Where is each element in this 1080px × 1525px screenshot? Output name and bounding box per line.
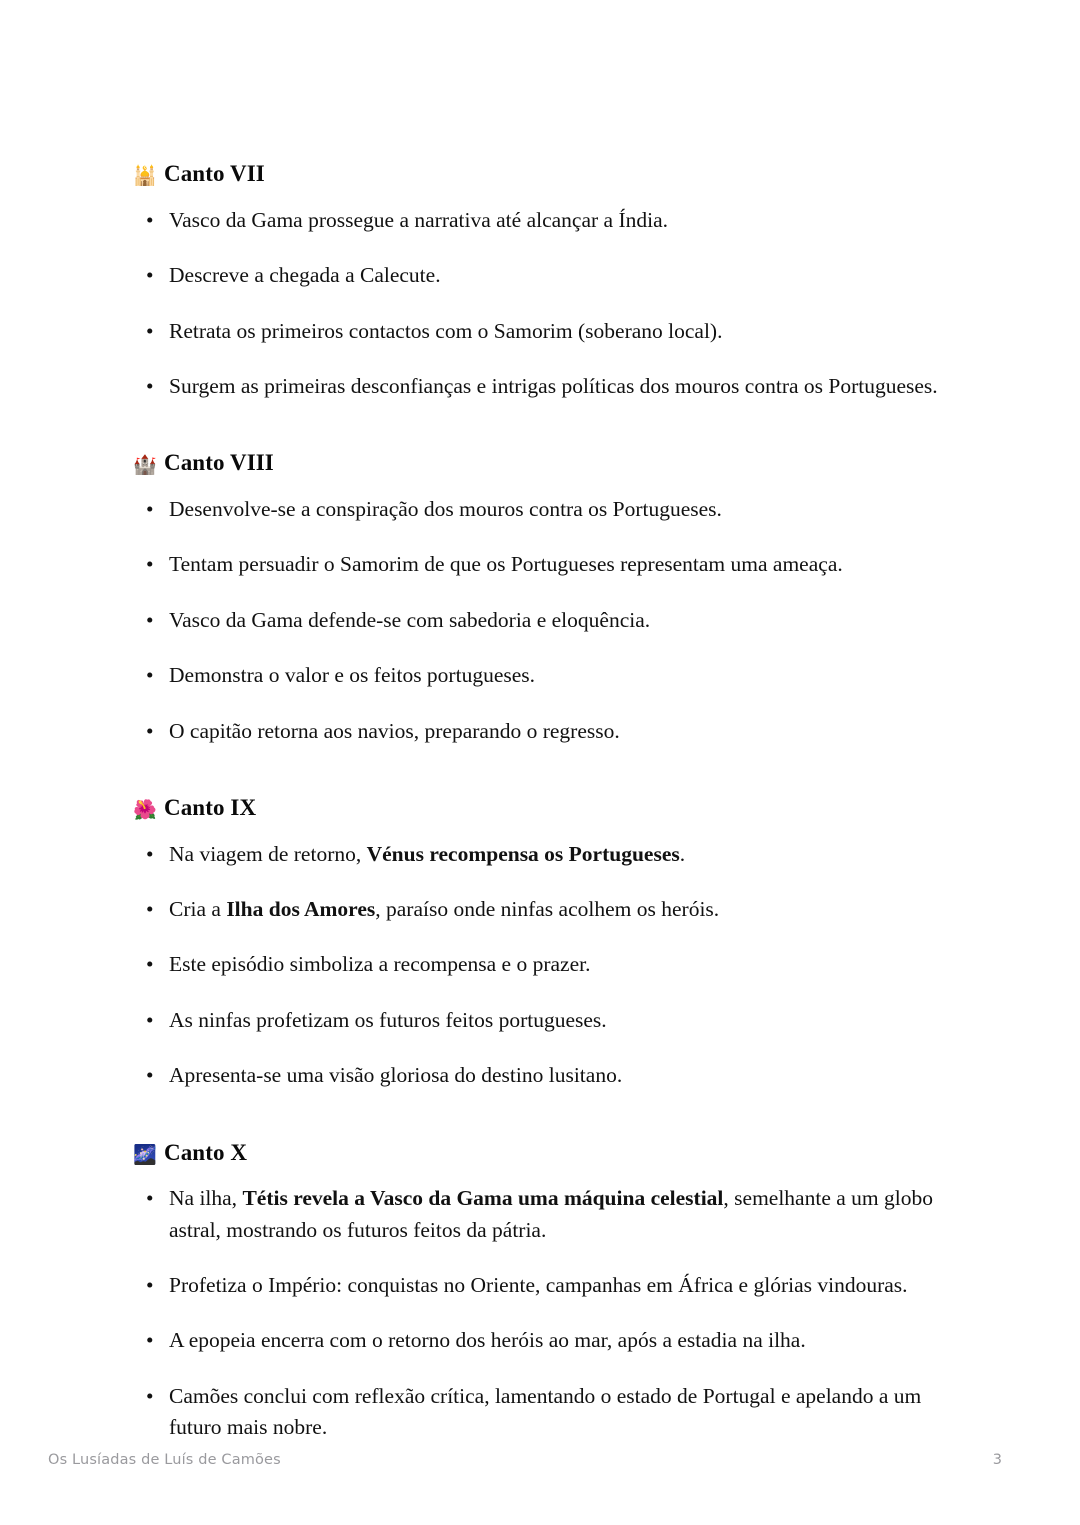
bullet-list bbox=[133, 494, 948, 747]
footer-page-number: 3 bbox=[992, 1452, 1002, 1468]
section-heading bbox=[133, 160, 948, 189]
list-item-text: Este episódio simboliza a recompensa e o prazer. bbox=[169, 952, 591, 977]
bullet-marker-icon: • bbox=[146, 718, 154, 743]
section-canto-x bbox=[133, 1139, 948, 1444]
bullet-marker-icon: • bbox=[146, 841, 154, 866]
list-item bbox=[133, 1060, 948, 1091]
castle-icon: 🏰 bbox=[133, 454, 157, 477]
section-canto-vii bbox=[133, 160, 948, 402]
list-item-text: Descreve a chegada a Calecute. bbox=[169, 263, 441, 288]
list-item bbox=[133, 1005, 948, 1036]
bullet-marker-icon: • bbox=[146, 263, 154, 288]
bullet-marker-icon: • bbox=[146, 1007, 154, 1032]
list-item bbox=[133, 549, 948, 580]
list-item-text: , paraíso onde ninfas acolhem os heróis. bbox=[375, 897, 720, 921]
list-item-text: Apresenta-se uma visão gloriosa do destino lusitano. bbox=[169, 1063, 623, 1088]
list-item-text: Cria a bbox=[169, 897, 227, 921]
mosque-icon: 🕌 bbox=[133, 165, 157, 187]
list-item bbox=[133, 1381, 948, 1444]
bullet-marker-icon: • bbox=[146, 318, 154, 343]
list-item-text: Tentam persuadir o Samorim de que os Portugueses representam uma ameaça. bbox=[169, 552, 843, 577]
list-item bbox=[133, 494, 948, 525]
list-item-text: Retrata os primeiros contactos com o Samorim (soberano local). bbox=[169, 318, 723, 343]
list-item bbox=[133, 1325, 948, 1356]
list-item bbox=[133, 949, 948, 980]
list-item bbox=[133, 605, 948, 636]
bullet-marker-icon: • bbox=[146, 207, 154, 232]
hibiscus-icon: 🌺 bbox=[133, 798, 157, 821]
list-item bbox=[133, 1270, 948, 1301]
bullet-marker-icon: • bbox=[146, 1063, 154, 1088]
list-item-emphasis: Ilha dos Amores bbox=[226, 897, 376, 921]
bullet-list bbox=[133, 839, 948, 1092]
list-item-text: A epopeia encerra com o retorno dos heróis ao mar, após a estadia na ilha. bbox=[169, 1328, 806, 1353]
section-title: Canto VII bbox=[164, 161, 265, 186]
list-item-text: Na viagem de retorno, bbox=[169, 841, 367, 866]
list-item-text: . bbox=[679, 841, 686, 866]
document-content bbox=[133, 160, 948, 1444]
list-item-text: O capitão retorna aos navios, preparando o regresso. bbox=[169, 718, 620, 743]
list-item-text: Demonstra o valor e os feitos portugueses. bbox=[169, 663, 536, 688]
section-canto-viii bbox=[133, 449, 948, 747]
list-item-emphasis: Vénus recompensa os Portugueses bbox=[366, 841, 680, 866]
section-heading bbox=[133, 1139, 948, 1168]
list-item-text: As ninfas profetizam os futuros feitos portugueses. bbox=[169, 1007, 607, 1032]
list-item-text: Surgem as primeiras desconfianças e intrigas políticas dos mouros contra os Portugueses. bbox=[169, 373, 938, 398]
list-item bbox=[133, 260, 948, 291]
section-canto-ix bbox=[133, 794, 948, 1092]
bullet-marker-icon: • bbox=[146, 1328, 154, 1353]
bullet-list bbox=[133, 205, 948, 403]
section-title: Canto VIII bbox=[164, 450, 274, 476]
list-item-text: Profetiza o Império: conquistas no Oriente, campanhas em África e glórias vindouras. bbox=[169, 1273, 908, 1297]
list-item-text: Vasco da Gama prossegue a narrativa até alcançar a Índia. bbox=[169, 207, 669, 232]
list-item bbox=[133, 839, 948, 870]
bullet-marker-icon: • bbox=[146, 1383, 154, 1408]
list-item bbox=[133, 660, 948, 691]
bullet-marker-icon: • bbox=[146, 373, 154, 398]
list-item bbox=[133, 894, 948, 925]
section-title: Canto X bbox=[164, 1139, 248, 1165]
bullet-marker-icon: • bbox=[146, 897, 154, 921]
list-item bbox=[133, 1183, 948, 1246]
section-title: Canto IX bbox=[164, 794, 257, 820]
milky-way-icon: 🌌 bbox=[133, 1143, 157, 1166]
bullet-marker-icon: • bbox=[146, 1273, 154, 1297]
list-item-text: Camões conclui com reflexão crítica, lamentando o estado de Portugal e apelando a um futuro mais nobre. bbox=[169, 1383, 922, 1440]
bullet-marker-icon: • bbox=[146, 607, 154, 632]
list-item bbox=[133, 371, 948, 402]
list-item-emphasis: Tétis revela a Vasco da Gama uma máquina celestial bbox=[242, 1186, 724, 1211]
footer-document-title: Os Lusíadas de Luís de Camões bbox=[48, 1452, 281, 1468]
bullet-list bbox=[133, 1183, 948, 1443]
bullet-marker-icon: • bbox=[146, 552, 154, 577]
bullet-marker-icon: • bbox=[146, 952, 154, 977]
list-item-text: Desenvolve-se a conspiração dos mouros contra os Portugueses. bbox=[169, 497, 722, 521]
bullet-marker-icon: • bbox=[146, 1186, 154, 1211]
list-item bbox=[133, 716, 948, 747]
list-item-text: Vasco da Gama defende-se com sabedoria e eloquência. bbox=[169, 607, 651, 632]
list-item bbox=[133, 316, 948, 347]
list-item-text: Na ilha, bbox=[169, 1186, 243, 1211]
list-item bbox=[133, 205, 948, 236]
bullet-marker-icon: • bbox=[146, 497, 154, 521]
bullet-marker-icon: • bbox=[146, 663, 154, 688]
section-heading bbox=[133, 449, 948, 478]
list-item-text: , semelhante a um globo astral, mostrando os futuros feitos da pátria. bbox=[169, 1186, 933, 1242]
section-heading bbox=[133, 794, 948, 823]
page-footer bbox=[0, 1452, 1080, 1482]
